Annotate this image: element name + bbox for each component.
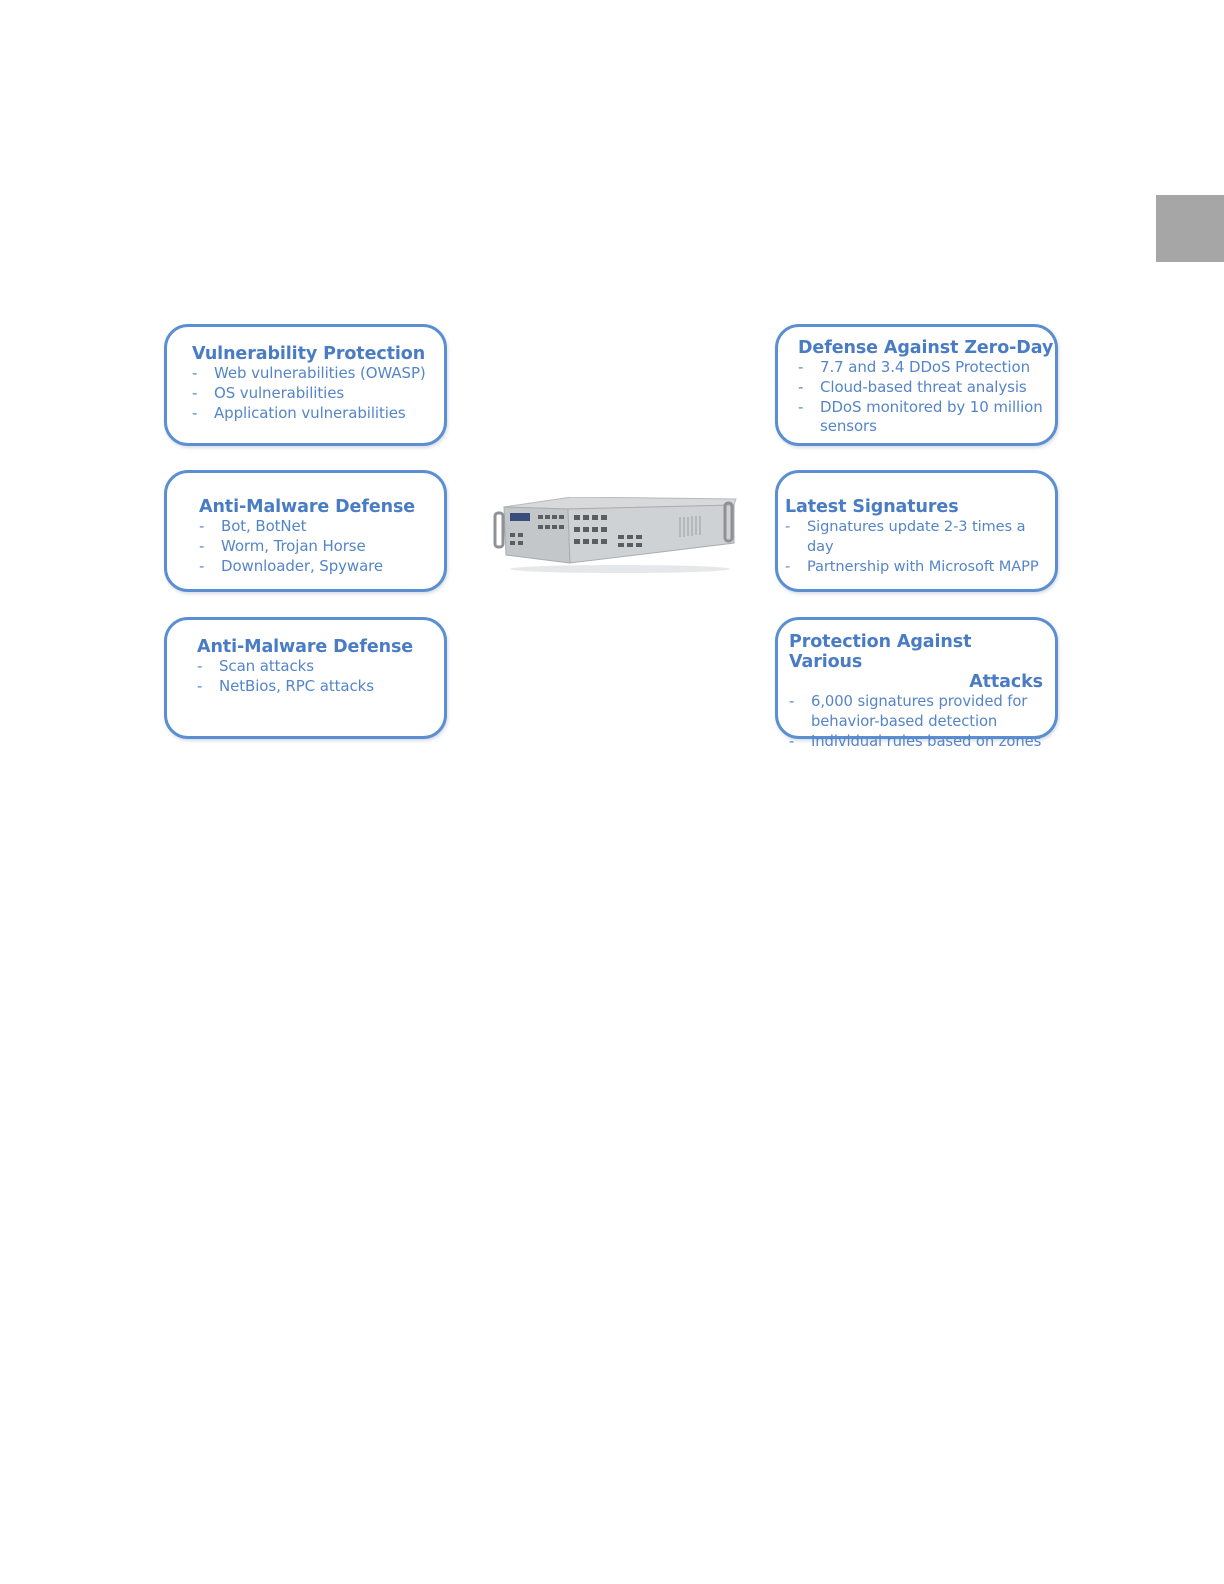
- anti-malware-defense-card: [164, 470, 447, 592]
- list-item: - Application vulnerabilities: [192, 403, 406, 422]
- latest-signatures-card: [775, 470, 1058, 592]
- card-title: Anti-Malware Defense: [197, 637, 414, 657]
- card-title: Vulnerability Protection: [192, 344, 426, 364]
- card-title: Defense Against Zero-Day: [798, 338, 1054, 358]
- defense-zero-day-card: [775, 324, 1058, 446]
- list-item: - Scan attacks: [197, 657, 314, 675]
- list-item: - 7.7 and 3.4 DDoS Protection: [798, 358, 1030, 376]
- list-item: - Cloud-based threat analysis: [798, 377, 1027, 396]
- card-list: [199, 517, 444, 576]
- list-item: - Bot, BotNet: [199, 517, 307, 535]
- list-item: - Partnership with Microsoft MAPP: [785, 557, 1039, 575]
- list-item: - DDoS monitored by 10 million sensors: [798, 397, 1043, 436]
- list-item: - Signatures update 2-3 times a day: [785, 518, 1026, 555]
- list-item: - Worm, Trojan Horse: [199, 536, 366, 555]
- list-item: - NetBios, RPC attacks: [197, 676, 374, 695]
- card-list: [197, 657, 444, 697]
- card-title: Protection Against Various: [789, 632, 972, 672]
- card-list: [789, 692, 1043, 751]
- anti-malware-defense-card-2: [164, 617, 447, 739]
- card-title: Anti-Malware Defense: [199, 497, 416, 517]
- list-item: - OS vulnerabilities: [192, 383, 345, 402]
- list-item: - Individual rules based on zones: [789, 732, 1042, 750]
- card-list: [785, 517, 1055, 576]
- vulnerability-protection-card: [164, 324, 447, 446]
- protection-various-attacks-card: [775, 617, 1058, 750]
- list-item: - Downloader, Spyware: [199, 556, 384, 575]
- list-item: - Web vulnerabilities (OWASP): [192, 364, 426, 382]
- list-item: - 6,000 signatures provided for behavior-based detection: [789, 693, 1028, 730]
- card-list: [798, 358, 1055, 437]
- card-title-continued: Attacks: [969, 672, 1043, 692]
- security-appliance-icon: [490, 497, 738, 577]
- card-title: Latest Signatures: [785, 497, 959, 517]
- page-edge-tab: [1156, 195, 1224, 262]
- card-list: [192, 364, 444, 423]
